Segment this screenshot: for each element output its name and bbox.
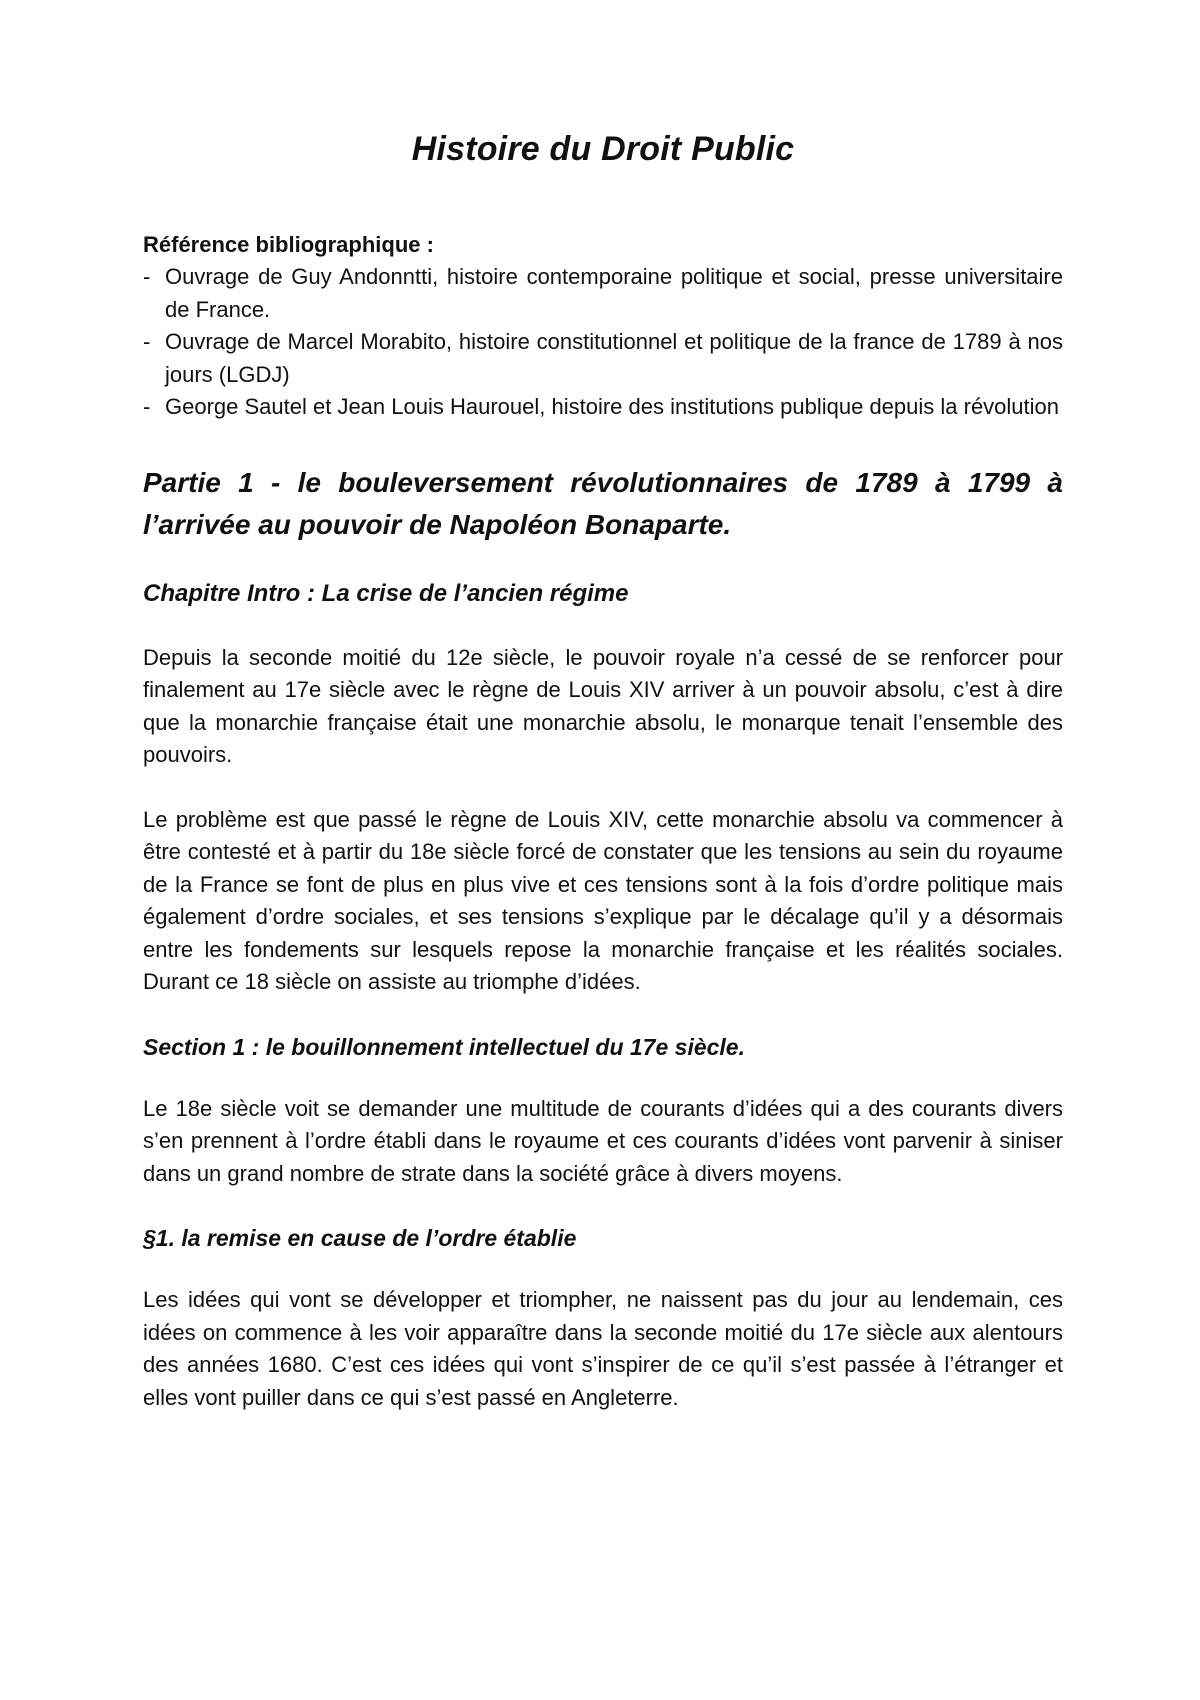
references-list [143, 261, 1063, 424]
reference-item [143, 326, 1063, 391]
paragraph: Le 18e siècle voit se demander une multitude de courants d’idées qui a des courants divers s’en prennent à l’ordre établi dans le royaume et ces courants d’idées vont parvenir à siniser dans un grand nombre de strate dans la société grâce à divers moyens. [143, 1095, 1063, 1186]
document-title: Histoire du Droit Public [411, 130, 795, 168]
subsection-title: §1. la remise en cause de l’ordre établie [143, 1225, 577, 1251]
paragraph: Les idées qui vont se développer et triompher, ne naissent pas du jour au lendemain, ces idées on commence à les voir apparaître dans la seconde moitié du 17e siècle aux alentours des années 1680. C’est ces idées qui vont s’inspirer de ce qu’il s’est passée à l’étranger et elles vont puiller dans ce qui s’est passé en Angleterre. [143, 1287, 1063, 1410]
list-dash: - [143, 264, 151, 289]
section-title: Section 1 : le bouillonnement intellectuel du 17e siècle. [143, 1033, 745, 1060]
reference-text: George Sautel et Jean Louis Haurouel, histoire des institutions publique depuis la révolution [165, 394, 1060, 419]
document-page [143, 130, 1063, 1446]
list-dash: - [143, 394, 151, 419]
part-title: Partie 1 - le bouleversement révolutionnaires de 1789 à 1799 à l’arrivée au pouvoir de Napoléon Bonaparte. [143, 466, 1063, 540]
chapter-title: Chapitre Intro : La crise de l’ancien régime [143, 579, 629, 607]
references-label: Référence bibliographique : [143, 232, 434, 257]
reference-item [143, 391, 1063, 424]
paragraph: Le problème est que passé le règne de Louis XIV, cette monarchie absolu va commencer à être contesté et à partir du 18e siècle forcé de constater que les tensions au sein du royaume de la France se font de plus en plus vive et ces tensions sont à la fois d’ordre politique mais également d’ordre sociales, et ses tensions s’explique par le décalage qu’il y a désormais entre les fondements sur lesquels repose la monarchie française et les réalités sociales. Durant ce 18 siècle on assiste au triomphe d’idées. [143, 806, 1063, 994]
paragraph: Depuis la seconde moitié du 12e siècle, le pouvoir royale n’a cessé de se renforcer pour finalement au 17e siècle avec le règne de Louis XIV arriver à un pouvoir absolu, c’est à dire que la monarchie française était une monarchie absolu, le monarque tenait l’ensemble des pouvoirs. [143, 644, 1063, 767]
reference-text: Ouvrage de Guy Andonntti, histoire contemporaine politique et social, presse universitaire de France. [165, 264, 1063, 322]
reference-item [143, 261, 1063, 326]
reference-text: Ouvrage de Marcel Morabito, histoire constitutionnel et politique de la france de 1789 à nos jours (LGDJ) [165, 329, 1063, 387]
list-dash: - [143, 329, 151, 354]
